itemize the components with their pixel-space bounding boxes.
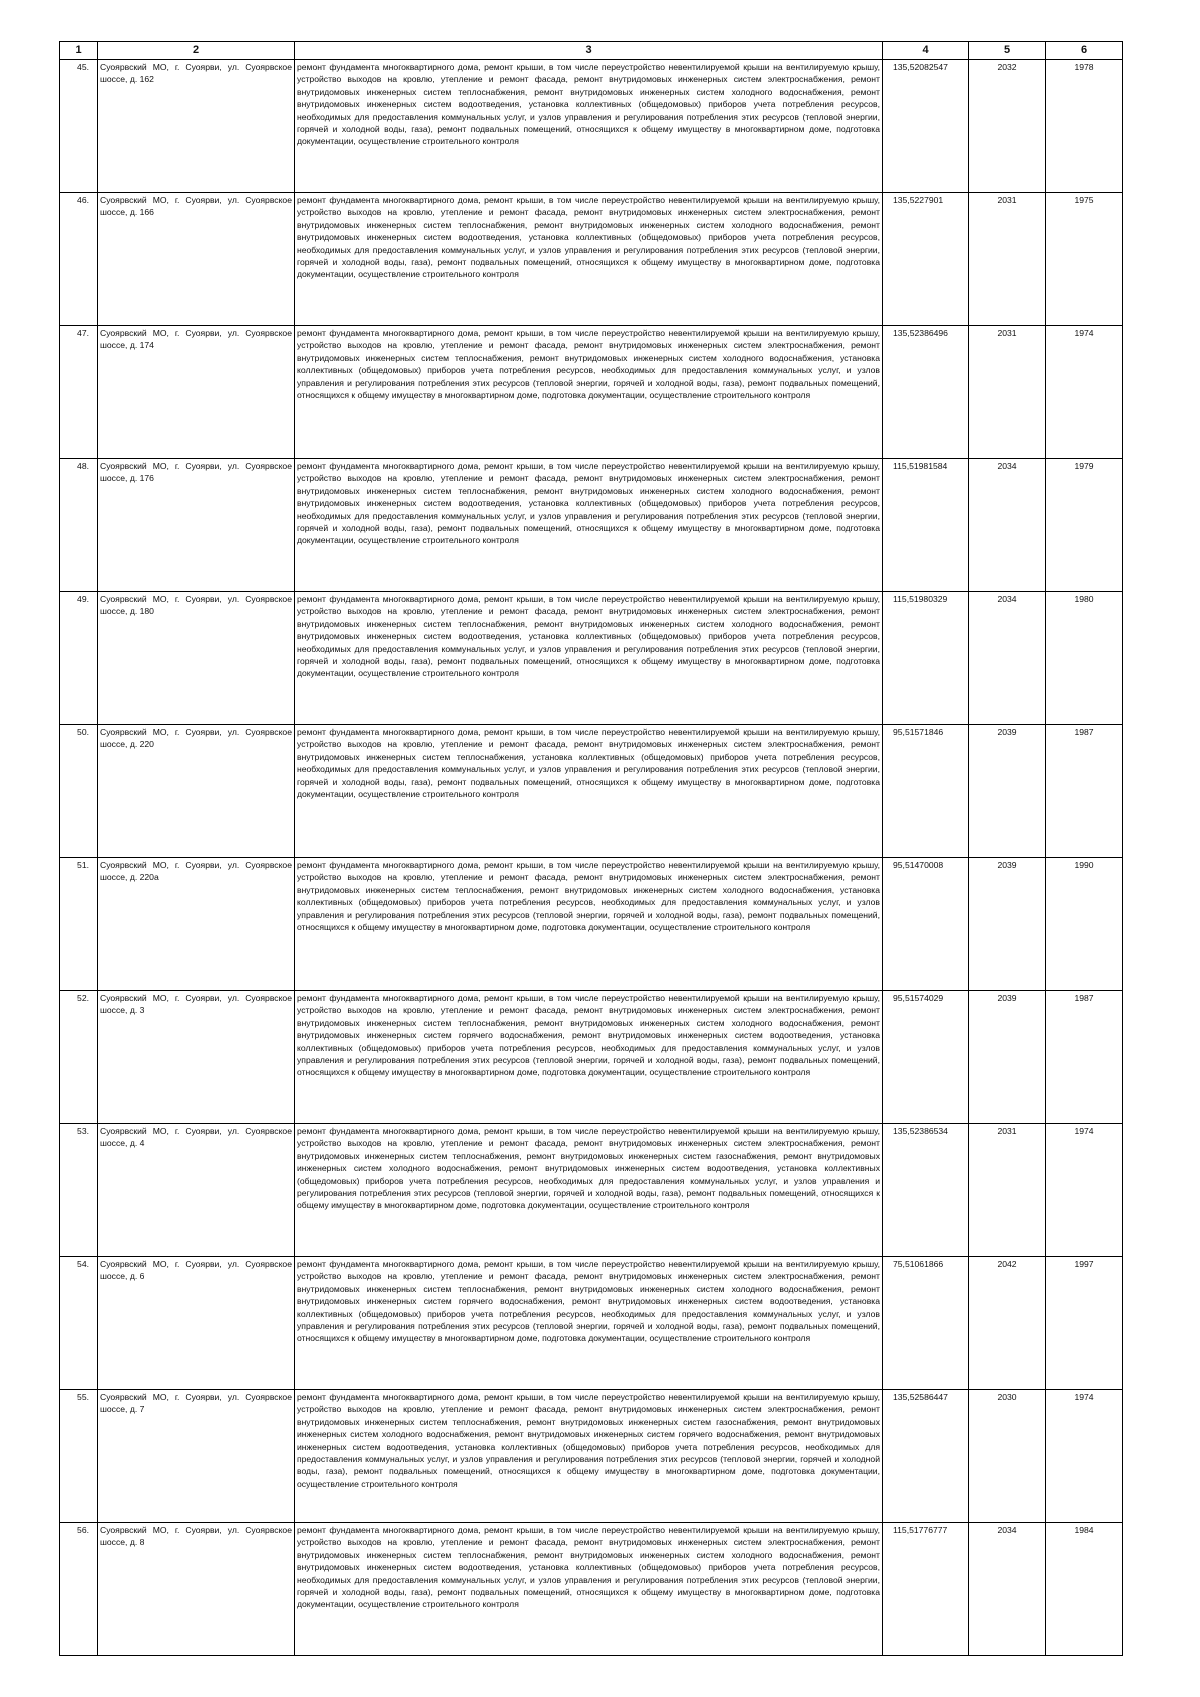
build-year-cell: 1974 <box>1046 1124 1123 1257</box>
build-year-cell: 1984 <box>1046 1523 1123 1656</box>
row-number: 47. <box>60 326 98 459</box>
planned-year-cell: 2031 <box>969 193 1046 326</box>
cost-cell: 95,51571846 <box>883 725 969 858</box>
address-cell: Суоярвский МО, г. Суоярви, ул. Суоярвское шоссе, д. 220 <box>98 725 295 858</box>
column-header: 1 <box>60 42 98 60</box>
planned-year-cell: 2034 <box>969 459 1046 592</box>
planned-year-cell: 2030 <box>969 1390 1046 1523</box>
row-number: 46. <box>60 193 98 326</box>
row-number: 52. <box>60 991 98 1124</box>
address-cell: Суоярвский МО, г. Суоярви, ул. Суоярвское шоссе, д. 166 <box>98 193 295 326</box>
build-year-cell: 1975 <box>1046 193 1123 326</box>
table-row <box>60 991 1123 1124</box>
table-row <box>60 725 1123 858</box>
cost-cell: 135,52386534 <box>883 1124 969 1257</box>
table-row <box>60 1124 1123 1257</box>
cost-cell: 135,52586447 <box>883 1390 969 1523</box>
cost-cell: 135,52082547 <box>883 60 969 193</box>
works-description-cell: ремонт фундамента многоквартирного дома, ремонт крыши, в том числе переустройство невентилируемой крыши на вентилируемую крышу, устройство выходов на кровлю, утепление и ремонт фасада, ремонт внутридомовых инженерных систем электроснабжения, ремонт внутридомовых инженерных систем теплоснабжения, ремонт внутридомовых инженерных систем холодного водоснабжения, ремонт внутридомовых инженерных систем водоотведения, установка коллективных (общедомовых) приборов учета потребления ресурсов, необходимых для предоставления коммунальных услуг, и узлов управления и регулирования потребления этих ресурсов (тепловой энергии, горячей и холодной воды, газа), ремонт подвальных помещений, относящихся к общему имуществу в многоквартирном доме, подготовка документации, осуществление строительного контроля <box>295 459 883 592</box>
works-description-cell: ремонт фундамента многоквартирного дома, ремонт крыши, в том числе переустройство невентилируемой крыши на вентилируемую крышу, устройство выходов на кровлю, утепление и ремонт фасада, ремонт внутридомовых инженерных систем электроснабжения, ремонт внутридомовых инженерных систем теплоснабжения, ремонт внутридомовых инженерных систем холодного водоснабжения, установка коллективных (общедомовых) приборов учета потребления ресурсов, необходимых для предоставления коммунальных услуг, и узлов управления и регулирования потребления этих ресурсов (тепловой энергии, горячей и холодной воды, газа), ремонт подвальных помещений, относящихся к общему имуществу в многоквартирном доме, подготовка документации, осуществление строительного контроля <box>295 858 883 991</box>
row-number: 48. <box>60 459 98 592</box>
cost-cell: 135,5227901 <box>883 193 969 326</box>
row-number: 55. <box>60 1390 98 1523</box>
works-description-cell: ремонт фундамента многоквартирного дома, ремонт крыши, в том числе переустройство невентилируемой крыши на вентилируемую крышу, устройство выходов на кровлю, утепление и ремонт фасада, ремонт внутридомовых инженерных систем электроснабжения, ремонт внутридомовых инженерных систем теплоснабжения, ремонт внутридомовых инженерных систем газоснабжения, ремонт внутридомовых инженерных систем холодного водоснабжения, ремонт внутридомовых инженерных систем водоотведения, установка коллективных (общедомовых) приборов учета потребления ресурсов, необходимых для предоставления коммунальных услуг, и узлов управления и регулирования потребления этих ресурсов (тепловой энергии, горячей и холодной воды, газа), ремонт подвальных помещений, относящихся к общему имуществу в многоквартирном доме, подготовка документации, осуществление строительного контроля <box>295 1124 883 1257</box>
planned-year-cell: 2042 <box>969 1257 1046 1390</box>
cost-cell: 135,52386496 <box>883 326 969 459</box>
cost-cell: 75,51061866 <box>883 1257 969 1390</box>
works-description-cell: ремонт фундамента многоквартирного дома, ремонт крыши, в том числе переустройство невентилируемой крыши на вентилируемую крышу, устройство выходов на кровлю, утепление и ремонт фасада, ремонт внутридомовых инженерных систем электроснабжения, ремонт внутридомовых инженерных систем теплоснабжения, ремонт внутридомовых инженерных систем холодного водоснабжения, установка коллективных (общедомовых) приборов учета потребления ресурсов, необходимых для предоставления коммунальных услуг, и узлов управления и регулирования потребления этих ресурсов (тепловой энергии, горячей и холодной воды, газа), ремонт подвальных помещений, относящихся к общему имуществу в многоквартирном доме, подготовка документации, осуществление строительного контроля <box>295 326 883 459</box>
address-cell: Суоярвский МО, г. Суоярви, ул. Суоярвское шоссе, д. 174 <box>98 326 295 459</box>
build-year-cell: 1990 <box>1046 858 1123 991</box>
table-row <box>60 1390 1123 1523</box>
build-year-cell: 1974 <box>1046 1390 1123 1523</box>
address-cell: Суоярвский МО, г. Суоярви, ул. Суоярвское шоссе, д. 180 <box>98 592 295 725</box>
row-number: 45. <box>60 60 98 193</box>
address-cell: Суоярвский МО, г. Суоярви, ул. Суоярвское шоссе, д. 220а <box>98 858 295 991</box>
planned-year-cell: 2039 <box>969 858 1046 991</box>
table-row <box>60 459 1123 592</box>
column-header: 5 <box>969 42 1046 60</box>
works-description-cell: ремонт фундамента многоквартирного дома, ремонт крыши, в том числе переустройство невентилируемой крыши на вентилируемую крышу, устройство выходов на кровлю, утепление и ремонт фасада, ремонт внутридомовых инженерных систем электроснабжения, ремонт внутридомовых инженерных систем теплоснабжения, ремонт внутридомовых инженерных систем холодного водоснабжения, ремонт внутридомовых инженерных систем горячего водоснабжения, ремонт внутридомовых инженерных систем водоотведения, установка коллективных (общедомовых) приборов учета потребления ресурсов, необходимых для предоставления коммунальных услуг, и узлов управления и регулирования потребления этих ресурсов (тепловой энергии, горячей и холодной воды, газа), ремонт подвальных помещений, относящихся к общему имуществу в многоквартирном доме, подготовка документации, осуществление строительного контроля <box>295 991 883 1124</box>
address-cell: Суоярвский МО, г. Суоярви, ул. Суоярвское шоссе, д. 162 <box>98 60 295 193</box>
planned-year-cell: 2031 <box>969 1124 1046 1257</box>
planned-year-cell: 2031 <box>969 326 1046 459</box>
cost-cell: 95,51574029 <box>883 991 969 1124</box>
works-description-cell: ремонт фундамента многоквартирного дома, ремонт крыши, в том числе переустройство невентилируемой крыши на вентилируемую крышу, устройство выходов на кровлю, утепление и ремонт фасада, ремонт внутридомовых инженерных систем электроснабжения, ремонт внутридомовых инженерных систем теплоснабжения, ремонт внутридомовых инженерных систем холодного водоснабжения, ремонт внутридомовых инженерных систем водоотведения, установка коллективных (общедомовых) приборов учета потребления ресурсов, необходимых для предоставления коммунальных услуг, и узлов управления и регулирования потребления этих ресурсов (тепловой энергии, горячей и холодной воды, газа), ремонт подвальных помещений, относящихся к общему имуществу в многоквартирном доме, подготовка документации, осуществление строительного контроля <box>295 1523 883 1656</box>
address-cell: Суоярвский МО, г. Суоярви, ул. Суоярвское шоссе, д. 4 <box>98 1124 295 1257</box>
row-number: 56. <box>60 1523 98 1656</box>
works-description-cell: ремонт фундамента многоквартирного дома, ремонт крыши, в том числе переустройство невентилируемой крыши на вентилируемую крышу, устройство выходов на кровлю, утепление и ремонт фасада, ремонт внутридомовых инженерных систем электроснабжения, ремонт внутридомовых инженерных систем теплоснабжения, ремонт внутридомовых инженерных систем газоснабжения, ремонт внутридомовых инженерных систем холодного водоснабжения, ремонт внутридомовых инженерных систем горячего водоснабжения, ремонт внутридомовых инженерных систем водоотведения, установка коллективных (общедомовых) приборов учета потребления ресурсов, необходимых для предоставления коммунальных услуг, и узлов управления и регулирования потребления этих ресурсов (тепловой энергии, горячей и холодной воды, газа), ремонт подвальных помещений, относящихся к общему имуществу в многоквартирном доме, подготовка документации, осуществление строительного контроля <box>295 1390 883 1523</box>
build-year-cell: 1980 <box>1046 592 1123 725</box>
build-year-cell: 1987 <box>1046 725 1123 858</box>
cost-cell: 115,51981584 <box>883 459 969 592</box>
address-cell: Суоярвский МО, г. Суоярви, ул. Суоярвское шоссе, д. 3 <box>98 991 295 1124</box>
row-number: 50. <box>60 725 98 858</box>
works-description-cell: ремонт фундамента многоквартирного дома, ремонт крыши, в том числе переустройство невентилируемой крыши на вентилируемую крышу, устройство выходов на кровлю, утепление и ремонт фасада, ремонт внутридомовых инженерных систем электроснабжения, ремонт внутридомовых инженерных систем теплоснабжения, ремонт внутридомовых инженерных систем холодного водоснабжения, ремонт внутридомовых инженерных систем водоотведения, установка коллективных (общедомовых) приборов учета потребления ресурсов, необходимых для предоставления коммунальных услуг, и узлов управления и регулирования потребления этих ресурсов (тепловой энергии, горячей и холодной воды, газа), ремонт подвальных помещений, относящихся к общему имуществу в многоквартирном доме, подготовка документации, осуществление строительного контроля <box>295 592 883 725</box>
column-header: 4 <box>883 42 969 60</box>
build-year-cell: 1997 <box>1046 1257 1123 1390</box>
work-plan-table <box>59 41 1123 1656</box>
planned-year-cell: 2034 <box>969 1523 1046 1656</box>
row-number: 53. <box>60 1124 98 1257</box>
table-row <box>60 193 1123 326</box>
cost-cell: 115,51776777 <box>883 1523 969 1656</box>
build-year-cell: 1978 <box>1046 60 1123 193</box>
planned-year-cell: 2032 <box>969 60 1046 193</box>
address-cell: Суоярвский МО, г. Суоярви, ул. Суоярвское шоссе, д. 8 <box>98 1523 295 1656</box>
table-row <box>60 592 1123 725</box>
address-cell: Суоярвский МО, г. Суоярви, ул. Суоярвское шоссе, д. 176 <box>98 459 295 592</box>
works-description-cell: ремонт фундамента многоквартирного дома, ремонт крыши, в том числе переустройство невентилируемой крыши на вентилируемую крышу, устройство выходов на кровлю, утепление и ремонт фасада, ремонт внутридомовых инженерных систем электроснабжения, ремонт внутридомовых инженерных систем теплоснабжения, ремонт внутридомовых инженерных систем холодного водоснабжения, ремонт внутридомовых инженерных систем горячего водоснабжения, ремонт внутридомовых инженерных систем водоотведения, установка коллективных (общедомовых) приборов учета потребления ресурсов, необходимых для предоставления коммунальных услуг, и узлов управления и регулирования потребления этих ресурсов (тепловой энергии, горячей и холодной воды, газа), ремонт подвальных помещений, относящихся к общему имуществу в многоквартирном доме, подготовка документации, осуществление строительного контроля <box>295 1257 883 1390</box>
address-cell: Суоярвский МО, г. Суоярви, ул. Суоярвское шоссе, д. 6 <box>98 1257 295 1390</box>
planned-year-cell: 2039 <box>969 725 1046 858</box>
row-number: 51. <box>60 858 98 991</box>
build-year-cell: 1987 <box>1046 991 1123 1124</box>
table-row <box>60 1523 1123 1656</box>
planned-year-cell: 2034 <box>969 592 1046 725</box>
column-header: 2 <box>98 42 295 60</box>
cost-cell: 115,51980329 <box>883 592 969 725</box>
works-description-cell: ремонт фундамента многоквартирного дома, ремонт крыши, в том числе переустройство невентилируемой крыши на вентилируемую крышу, устройство выходов на кровлю, утепление и ремонт фасада, ремонт внутридомовых инженерных систем электроснабжения, ремонт внутридомовых инженерных систем теплоснабжения, ремонт внутридомовых инженерных систем холодного водоснабжения, ремонт внутридомовых инженерных систем водоотведения, установка коллективных (общедомовых) приборов учета потребления ресурсов, необходимых для предоставления коммунальных услуг, и узлов управления и регулирования потребления этих ресурсов (тепловой энергии, горячей и холодной воды, газа), ремонт подвальных помещений, относящихся к общему имуществу в многоквартирном доме, подготовка документации, осуществление строительного контроля <box>295 193 883 326</box>
cost-cell: 95,51470008 <box>883 858 969 991</box>
table-row <box>60 858 1123 991</box>
works-description-cell: ремонт фундамента многоквартирного дома, ремонт крыши, в том числе переустройство невентилируемой крыши на вентилируемую крышу, устройство выходов на кровлю, утепление и ремонт фасада, ремонт внутридомовых инженерных систем электроснабжения, ремонт внутридомовых инженерных систем теплоснабжения, ремонт внутридомовых инженерных систем холодного водоснабжения, ремонт внутридомовых инженерных систем водоотведения, установка коллективных (общедомовых) приборов учета потребления ресурсов, необходимых для предоставления коммунальных услуг, и узлов управления и регулирования потребления этих ресурсов (тепловой энергии, горячей и холодной воды, газа), ремонт подвальных помещений, относящихся к общему имуществу в многоквартирном доме, подготовка документации, осуществление строительного контроля <box>295 60 883 193</box>
works-description-cell: ремонт фундамента многоквартирного дома, ремонт крыши, в том числе переустройство невентилируемой крыши на вентилируемую крышу, устройство выходов на кровлю, утепление и ремонт фасада, ремонт внутридомовых инженерных систем электроснабжения, ремонт внутридомовых инженерных систем теплоснабжения, установка коллективных (общедомовых) приборов учета потребления ресурсов, необходимых для предоставления коммунальных услуг, и узлов управления и регулирования потребления этих ресурсов (тепловой энергии, горячей и холодной воды, газа), ремонт подвальных помещений, относящихся к общему имуществу в многоквартирном доме, подготовка документации, осуществление строительного контроля <box>295 725 883 858</box>
table-row <box>60 1257 1123 1390</box>
table-row <box>60 326 1123 459</box>
address-cell: Суоярвский МО, г. Суоярви, ул. Суоярвское шоссе, д. 7 <box>98 1390 295 1523</box>
column-header: 6 <box>1046 42 1123 60</box>
column-header: 3 <box>295 42 883 60</box>
table-row <box>60 60 1123 193</box>
table-header-row <box>60 42 1123 60</box>
planned-year-cell: 2039 <box>969 991 1046 1124</box>
row-number: 54. <box>60 1257 98 1390</box>
build-year-cell: 1979 <box>1046 459 1123 592</box>
row-number: 49. <box>60 592 98 725</box>
build-year-cell: 1974 <box>1046 326 1123 459</box>
